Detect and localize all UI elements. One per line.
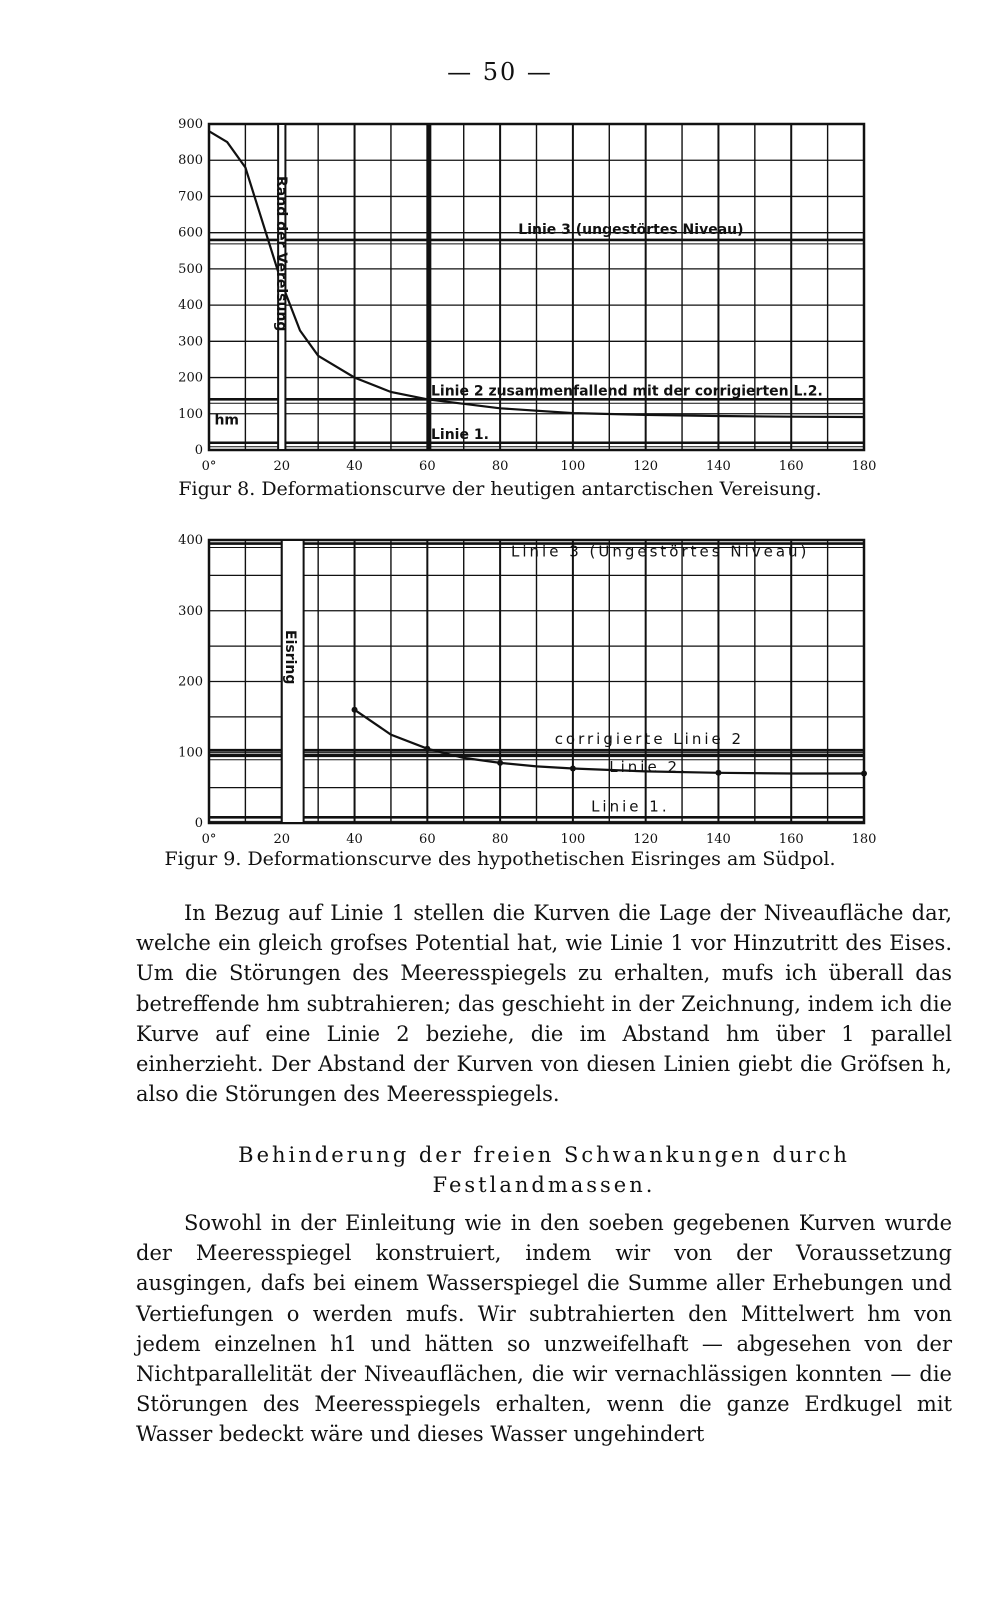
x-tick-label: 100 <box>560 459 586 474</box>
bold-gridline <box>427 124 431 450</box>
y-tick-label: 300 <box>178 334 203 350</box>
x-tick-label: 80 <box>491 459 509 474</box>
x-tick-label: 0° <box>201 459 217 474</box>
section-heading: Behinderung der freien Schwankungen durch Festlandmassen. <box>238 1143 850 1197</box>
figure-8-svg <box>0 112 1000 482</box>
x-tick-label: 80 <box>491 832 509 847</box>
curve-point <box>715 770 721 776</box>
y-tick-label: 300 <box>178 603 203 619</box>
hm-label: hm <box>214 412 240 429</box>
figure-9-svg <box>0 528 1000 848</box>
x-tick-label: 0° <box>201 832 217 847</box>
linie-1-label: Linie 1. <box>430 426 489 443</box>
x-tick-label: 60 <box>419 459 436 474</box>
page-number: — 50 — <box>447 58 553 86</box>
figure-9-chart <box>0 528 1000 848</box>
linie-3-label: Linie 3 (Ungestörtes Niveau) <box>511 542 810 561</box>
linie-3-label: Linie 3 (ungestörtes Niveau) <box>518 221 744 238</box>
paragraph-1: In Bezug auf Linie 1 stellen die Kurven die Lage der Niveaufläche dar, welche ein gleich grofses Potential hat, wie Linie 1 vor Hinzutritt des Eises. Um die Störungen des Meeresspiegels zu erhalten, mufs ich überall das betreffende hm subtrahieren; das geschieht in der Zeichnung, indem ich die Kurve auf eine Linie 2 beziehe, die im Abstand hm über 1 parallel einherzieht. Der Abstand der Kurven von diesen Linien giebt die Gröfsen h, also die Störungen des Meeresspiegels. <box>136 901 952 1107</box>
x-tick-label: 120 <box>633 832 659 847</box>
y-tick-label: 400 <box>178 533 203 548</box>
curve-point <box>497 760 503 766</box>
figure-8-caption: Figur 8. Deformationscurve der heutigen antarctischen Vereisung. <box>178 478 822 500</box>
figure-8-chart <box>0 112 1000 482</box>
x-tick-label: 120 <box>633 459 659 474</box>
linie-2-label: Linie 2 zusammenfallend mit der corrigierten L.2. <box>430 383 823 400</box>
x-tick-label: 140 <box>706 832 731 847</box>
y-tick-label: 900 <box>178 117 203 132</box>
x-tick-label: 160 <box>778 459 804 474</box>
x-tick-label: 20 <box>273 459 291 474</box>
linie-1-label: Linie 1. <box>591 797 670 816</box>
curve-point <box>424 746 430 752</box>
x-tick-label: 180 <box>851 459 877 474</box>
curve-point <box>570 766 576 772</box>
y-tick-label: 400 <box>178 298 203 314</box>
y-tick-label: 100 <box>178 745 203 761</box>
y-tick-label: 500 <box>178 261 203 277</box>
paragraph-2: Sowohl in der Einleitung wie in den soeben gegebenen Kurven wurde der Meeresspiegel konstruiert, indem wir von der Voraussetzung ausgingen, dafs bei einem Wasserspiegel die Summe aller Erhebungen und Vertiefungen o werden mufs. Wir subtrahierten den Mittelwert hm von jedem einzelnen h1 und hätten so unzweifelhaft — abgesehen von der Nichtparallelität der Niveauflächen, die wir vernachlässigen konnten — die Störungen des Meeresspiegels erhalten, wenn die ganze Erdkugel mit Wasser bedeckt wäre und dieses Wasser ungehindert <box>136 1211 952 1447</box>
y-tick-label: 600 <box>178 225 203 241</box>
linie-2-label: Linie 2. <box>609 757 688 776</box>
x-tick-label: 40 <box>346 459 363 474</box>
x-tick-label: 100 <box>560 832 586 847</box>
y-tick-label: 200 <box>178 370 203 386</box>
curve-point <box>352 707 358 713</box>
x-tick-label: 140 <box>706 459 731 474</box>
edge-label: Rand der Vereisung <box>272 176 289 332</box>
curve-point <box>861 770 867 776</box>
y-tick-label: 700 <box>178 189 203 205</box>
x-tick-label: 60 <box>419 832 436 847</box>
y-tick-label: 0 <box>194 816 203 831</box>
x-tick-label: 160 <box>778 832 804 847</box>
y-tick-label: 200 <box>178 674 203 690</box>
figure-9-caption: Figur 9. Deformationscurve des hypothetischen Eisringes am Südpol. <box>164 848 836 870</box>
corrected-linie-2-label: corrigierte Linie 2 <box>554 730 745 749</box>
ice-ring-label: Eisring <box>282 630 299 685</box>
y-tick-label: 800 <box>178 153 203 169</box>
x-tick-label: 20 <box>273 832 291 847</box>
y-tick-label: 0 <box>194 443 203 458</box>
x-tick-label: 40 <box>346 832 363 847</box>
y-tick-label: 100 <box>178 406 203 422</box>
x-tick-label: 180 <box>851 832 877 847</box>
